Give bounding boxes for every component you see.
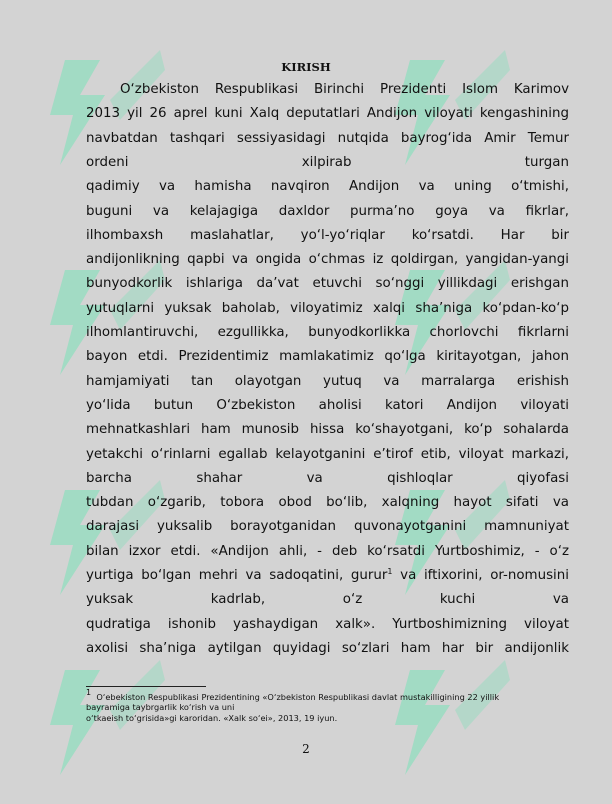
text-line: yutuqlarni yuksak baholab, viloyatimiz xalqi sha’niga ko‘pdan-ko‘p <box>86 300 569 316</box>
page-title: KIRISH <box>281 60 331 74</box>
text-line: bayon etdi. Prezidentimiz mamlakatimiz qo‘lga kiritayotgan, jahon <box>86 349 569 365</box>
footnote-line-2: bayramiga taybrgarlik ko‘rish va uni <box>86 702 235 712</box>
text-line: yo‘lida butun O‘zbekiston aholisi katori Andijon viloyati <box>86 397 569 413</box>
text-line: 2013 yil 26 aprel kuni Xalq deputatlari Andijon viloyati kengashining <box>86 106 569 122</box>
text-line-part: va iftixorini, or-nomusini <box>392 568 569 583</box>
text-line: ilhombaxsh maslahatlar, yo‘l-yo‘riqlar ko‘rsatdi. Har bir <box>86 227 569 243</box>
text-line: axolisi sha’niga aytilgan quyidagi so‘zlari ham har bir andijonlik <box>86 640 569 656</box>
text-line: ordeni xilpirab turgan <box>86 154 569 170</box>
text-line: tubdan o‘zgarib, tobora obod bo‘lib, xalqning hayot sifati va <box>86 495 569 511</box>
text-line: qadimiy va hamisha navqiron Andijon va uning o‘tmishi, <box>86 179 569 195</box>
footnote-line-3: o‘tkaeish to‘grisida»gi karoridan. «Xalk so‘ei», 2013, 19 iyun. <box>86 713 338 723</box>
page-number: 2 <box>302 742 310 756</box>
text-line: buguni va kelajagiga daxldor purma’no goya va fikrlar, <box>86 203 569 219</box>
text-line-part: yurtiga bo‘lgan mehri va sadoqatini, gurur <box>86 568 388 583</box>
footnote-reference: 1 <box>387 567 393 576</box>
text-line: qudratiga ishonib yashaydigan xalk». Yurtboshimizning viloyat <box>86 616 569 632</box>
text-line: navbatdan tashqari sessiyasidagi nutqida bayrog‘ida Amir Temur <box>86 130 569 146</box>
text-line: ilhomlantiruvchi, ezgullikka, bunyodkorlikka chorlovchi fikrlarni <box>86 325 569 340</box>
text-line: bilan izxor etdi. «Andijon ahli, - deb ko‘rsatdi Yurtboshimiz, - o‘z <box>86 543 569 559</box>
watermark-logo <box>370 650 520 800</box>
text-line: darajasi yuksalib borayotganidan quvonayotganini mamnuniyat <box>86 519 569 535</box>
watermark-logo <box>25 650 175 800</box>
footnote-text-1: O‘ebekiston Respublikasi Prezidentining «O‘zbekiston Respublikasi davlat mustakilligining 22 yillik <box>96 692 500 702</box>
text-line: hamjamiyati tan olayotgan yutuq va marralarga erishish <box>86 373 569 389</box>
text-line: O‘zbekiston Respublikasi Birinchi Prezidenti Islom Karimov <box>120 82 569 97</box>
footnote-line-1 <box>86 688 569 702</box>
text-line: andijonlikning qapbi va ongida o‘chmas iz qoldirgan, yangidan-yangi <box>86 252 569 268</box>
footnote-divider <box>86 686 206 687</box>
text-line: barcha shahar va qishloqlar qiyofasi <box>86 470 569 486</box>
text-line: yuksak kadrlab, o‘z kuchi va <box>86 592 569 608</box>
text-line: bunyodkorlik ishlariga da’vat etuvchi so‘nggi yillikdagi erishgan <box>86 276 569 292</box>
text-line: yetakchi o‘rinlarni egallab kelayotganini e’tirof etib, viloyat markazi, <box>86 446 569 462</box>
footnote-marker: 1 <box>86 688 92 697</box>
text-line: mehnatkashlari ham munosib hissa ko‘shayotgani, ko‘p sohalarda <box>86 422 569 438</box>
text-line <box>86 564 569 588</box>
